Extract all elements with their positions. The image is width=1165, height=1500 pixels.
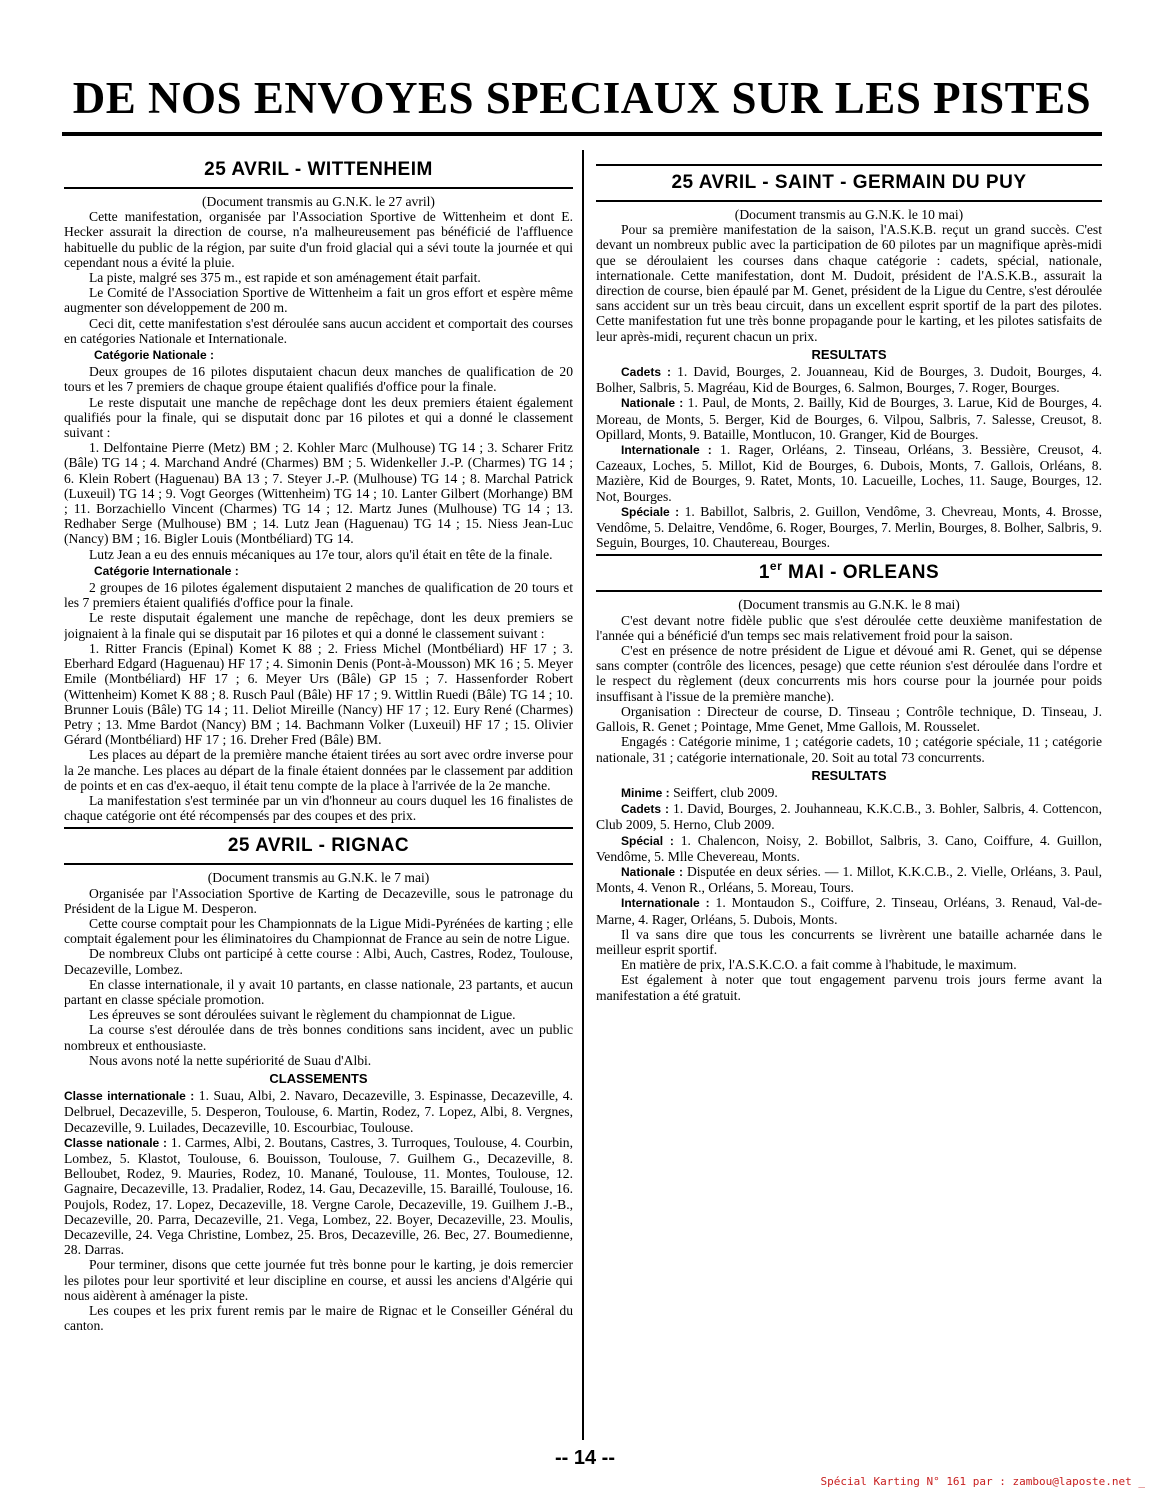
orleans-title <box>596 554 1102 592</box>
result-label: Spéciale : <box>621 504 680 519</box>
rignac-para-5: Les épreuves se sont déroulées suivant le règlement du championnat de Ligue. <box>89 1007 516 1023</box>
wittenheim-title: 25 AVRIL - WITTENHEIM <box>64 153 573 189</box>
rignac-para-1: Organisée par l'Association Sportive de Karting de Decazeville, sous le patronage du Président de la Ligue M. Desperon. <box>64 885 573 916</box>
wittenheim-internationale-2: Le reste disputait également une manche de repêchage, dont les deux premiers se joignaient à la finale qui se disputait par 16 pilotes et qui a donné le classement suivant : <box>64 610 573 641</box>
rignac-para-4: En classe internationale, il y avait 10 partants, en classe nationale, 23 partants, et aucun partant en classe spéciale promotion. <box>64 976 573 1007</box>
rignac-para-2: Cette course comptait pour les Championnats de la Ligue Midi-Pyrénées de karting ; elle comptait également pour les éliminatoires du Championnat de France au sein de notre Ligue. <box>64 915 573 947</box>
rignac-para-6: La course s'est déroulée dans de très bonnes conditions sans incident, avec un public nombreux et enthousiaste. <box>64 1022 573 1053</box>
wittenheim-nationale-2: Le reste disputait une manche de repêchage dont les deux premiers étaient également qualifiés pour la finale, qui se disputait donc par 16 pilotes et qui a donné le classement suivant : <box>64 394 573 441</box>
result-text: 1. Paul, de Monts, 2. Bailly, Kid de Bourges, 3. Larue, Kid de Bourges, 4. Moreau, de Monts, 5. Berger, Kid de Bourges, 6. Vilpou, Salbris, 7. Salesse, Creusot, 8. Opillard, Monts, 9. Bataille, Montlucon, 10. Granger, Kid de Bourges. <box>596 395 1102 442</box>
result-label: Nationale : <box>621 396 684 411</box>
rignac-internationale-text: 1. Suau, Albi, 2. Navaro, Decazeville, 3. Espinasse, Decazeville, 4. Delbruel, Decazeville, 5. Desperon, Toulouse, 6. Martin, Rodez, 7. Lopez, Albi, 8. Vergnes, Decazeville, 9. Luilades, Decazeville, 10. Escourbiac, Toulouse. <box>64 1088 573 1135</box>
saint-germain-result-cadets <box>596 364 1102 395</box>
result-text: Disputée en deux séries. — 1. Millot, K.K.C.B., 2. Vielle, Orléans, 3. Paul, Monts, 4. Venon R., Orléans, 5. Moreau, Tours. <box>596 863 1102 896</box>
result-text: Seiffert, club 2009. <box>673 784 778 800</box>
orleans-result-special <box>596 833 1102 864</box>
rignac-classements-heading: CLASSEMENTS <box>269 1070 368 1086</box>
wittenheim-nationale-results: 1. Delfontaine Pierre (Metz) BM ; 2. Kohler Marc (Mulhouse) TG 14 ; 3. Scharer Fritz (Bâle) TG 14 ; 4. Marchand André (Charmes) BM ; 5. Widenkeller J.-P. (Charmes) TG 14 ; 6. Klein Robert (Haguenau) BA 13 ; 7. Steyer J.-P. (Mulhouse) TG 14 ; 8. Marchal Patrick (Luxeuil) TG 14 ; 9. Vogt Georges (Wittenheim) TG 14 ; 10. Lanter Gilbert (Morhange) BM ; 11. Borzachiello Vincent (Charmes) TG 14 ; 12. Martz Junes (Mulhouse) TG 14 ; 13. Redhaber Serge (Mulhouse) BM ; 14. Lutz Jean (Haguenau) TG 14 ; 15. Niess Jean-Luc (Nancy) BM ; 16. Bigler Louis (Montbéliard) TG 14. <box>64 440 573 547</box>
wittenheim-internationale-heading: Catégorie Internationale : <box>94 563 239 578</box>
rignac-source: (Document transmis au G.N.K. le 7 mai) <box>207 870 430 886</box>
saint-germain-title: 25 AVRIL - SAINT - GERMAIN DU PUY <box>596 164 1102 202</box>
wittenheim-internationale-1: 2 groupes de 16 pilotes également disputaient 2 manches de qualification de 20 tours et les 7 premiers étaient qualifiés d'office pour la finale. <box>64 580 573 611</box>
result-text: 1. David, Bourges, 2. Jouanneau, Kid de Bourges, 3. Dudoit, Bourges, 4. Bolher, Salbris, 5. Magréau, Kid de Bourges, 6. Salmon, Bourges, 7. Roger, Bourges. <box>596 364 1102 396</box>
orleans-result-cadets <box>596 801 1102 832</box>
saint-germain-intro: Pour sa première manifestation de la saison, l'A.S.K.B. reçut un grand succès. C'est devant un nombreux public avec la participation de 60 pilotes par un magnifique après-midi que se déroulaient les courses dans chaque catégorie : cadets, spécial, nationale, internationale. Cette manifestation, dont M. Dudoit, président de l'A.S.K.B., assurait la direction de course, bien épaulé par M. Genet, président de la Ligue du Centre, s'est déroulée sans accident sur un très beau circuit, dans un excellent esprit sportif de la part des pilotes. Cette manifestation fut une très bonne propagande pour le karting, et les pilotes satisfaits de leur après-midi, reçurent chacun un prix. <box>596 222 1102 344</box>
orleans-closing-1: Il va sans dire que tous les concurrents se livrèrent une bataille acharnée dans le meilleur esprit sportif. <box>596 926 1102 957</box>
orleans-closing-2: En matière de prix, l'A.S.K.C.O. a fait comme à l'habitude, le maximum. <box>621 957 1017 973</box>
orleans-closing-3: Est également à noter que tout engagement parvenu trois jours ferme avant la manifestation a été gratuit. <box>596 972 1102 1003</box>
orleans-para-2: C'est en présence de notre président de Ligue et dévoué ami R. Genet, qui se dépense sans compter (contrôle des licences, pesage) que cette réunion s'est déroulée dans l'ordre et le respect du règlement (deux concurrents mis hors course pour la journée pour poids insuffisant à l'issue de la première manche). <box>596 643 1102 704</box>
wittenheim-intro-3: Le Comité de l'Association Sportive de Wittenheim a fait un gros effort et espère même augmenter son développement de 200 m. <box>64 285 573 316</box>
saint-germain-source: (Document transmis au G.N.K. le 10 mai) <box>734 207 964 222</box>
orleans-para-3: Organisation : Directeur de course, D. Tinseau ; Contrôle technique, D. Tinseau, J. Gallois, R. Genet ; Pointage, Mme Genet, Mme Gallois, M. Rousselet. <box>596 703 1102 735</box>
saint-germain-result-internationale <box>596 442 1102 504</box>
result-text: 1. Chalencon, Noisy, 2. Bobillot, Salbris, 3. Cano, Coiffure, 4. Guillon, Vendôme, 5. Mlle Chevereau, Monts. <box>596 832 1102 864</box>
wittenheim-nationale-heading: Catégorie Nationale : <box>94 348 215 363</box>
wittenheim-internationale-4: Les places au départ de la première manche étaient tirées au sort avec ordre inverse pour la 2e manche. Les places au départ de la finale étaient données par le classement par addition de points et en cas d'ex-aequo, il était tenu compte de la place à l'arrivée de la 2e manche. <box>64 747 573 793</box>
result-text: 1. David, Bourges, 2. Jouhanneau, K.K.C.B., 3. Bohler, Salbris, 4. Cottencon, Club 2009, 5. Herno, Club 2009. <box>596 801 1102 833</box>
result-label: Nationale : <box>621 864 683 879</box>
result-text: 1. Babillot, Salbris, 2. Guillon, Vendôme, 3. Chevreau, Monts, 4. Brosse, Vendôme, 5. Delaitre, Vendôme, 6. Roger, Bourges, 7. Merlin, Bourges, 8. Bolher, Salbris, 9. Seguin, Bourges, 10. Chautereau, Bourges. <box>596 503 1102 551</box>
result-text: 1. Montaudon S., Coiffure, 2. Tinseau, Orléans, 3. Renaud, Val-de-Marne, 4. Rager, Orléans, 5. Dubois, Monts. <box>596 895 1102 927</box>
footer-credit: Spécial Karting N° 161 par : zambou@laposte.net _ <box>820 1475 1145 1488</box>
column-divider <box>582 150 584 1440</box>
rignac-nationale <box>64 1135 573 1258</box>
left-column <box>64 153 573 1333</box>
result-text: 1. Rager, Orléans, 2. Tinseau, Orléans, 3. Bessière, Creusot, 4. Cazeaux, Loches, 5. Millot, Kid de Bourges, 6. Dubois, Monts, 7. Gallois, Orléans, 8. Mazière, Kid de Bourges, 9. Ratet, Monts, 10. Lacueille, Loches, 11. Sauge, Bourges, 12. Not, Bourges. <box>596 442 1102 504</box>
result-label: Cadets : <box>621 802 669 817</box>
result-label: Internationale : <box>621 896 710 911</box>
result-label: Cadets : <box>621 365 672 380</box>
orleans-results-heading: RESULTATS <box>811 767 887 783</box>
wittenheim-intro-4: Ceci dit, cette manifestation s'est déroulée sans aucun accident et comportait des courses en catégories Nationale et Internationale. <box>64 315 573 346</box>
wittenheim-nationale-4: Lutz Jean a eu des ennuis mécaniques au 17e tour, alors qu'il était en tête de la finale. <box>89 546 553 562</box>
rignac-para-7: Nous avons noté la nette supériorité de Suau d'Albi. <box>89 1052 372 1068</box>
rignac-closing-2: Les coupes et les prix furent remis par le maire de Rignac et le Conseiller Général du canton. <box>64 1303 573 1334</box>
right-column <box>596 160 1102 1003</box>
saint-germain-result-nationale <box>596 395 1102 442</box>
page-masthead: DE NOS ENVOYES SPECIAUX SUR LES PISTES <box>72 73 1092 123</box>
result-label: Minime : <box>621 785 670 800</box>
orleans-result-nationale <box>596 864 1102 895</box>
result-label: Spécial : <box>621 833 674 848</box>
masthead-rule <box>62 132 1102 136</box>
orleans-para-4: Engagés : Catégorie minime, 1 ; catégorie cadets, 10 ; catégorie spéciale, 11 ; catégorie nationale, 31 ; catégorie internationale, 20. Soit au total 73 concurrents. <box>596 734 1102 765</box>
orleans-result-internationale <box>596 895 1102 926</box>
orleans-title-text: MAI - ORLEANS <box>782 562 940 584</box>
orleans-para-1: C'est devant notre fidèle public que s'est déroulée cette deuxième manifestation de l'année qui a bénéficié d'un temps sec mais relativement froid pour la saison. <box>596 612 1102 643</box>
rignac-title: 25 AVRIL - RIGNAC <box>64 827 573 865</box>
orleans-source: (Document transmis au G.N.K. le 8 mai) <box>738 597 960 613</box>
page-number: -- 14 -- <box>555 1447 615 1469</box>
orleans-result-minime <box>596 785 1102 801</box>
orleans-title-sup: er <box>769 559 783 574</box>
rignac-closing-1: Pour terminer, disons que cette journée fut très bonne pour le karting, je dois remercier les pilotes pour leur sportivité et leur discipline en course, et aussi les anciens d'Algérie qui nous aidèrent à aménager la piste. <box>64 1257 573 1303</box>
saint-germain-result-speciale <box>596 504 1102 551</box>
rignac-para-3: De nombreux Clubs ont participé à cette course : Albi, Auch, Castres, Rodez, Toulouse, Decazeville, Lombez. <box>64 946 573 977</box>
wittenheim-intro-1: Cette manifestation, organisée par l'Association Sportive de Wittenheim et dont E. Hecker assurait la direction de course, n'a malheureusement pas bénéficié de l'affluence habituelle du public de la région, par suite d'un froid glacial qui a sévi toute la journée et qui cependant nous a évité la pluie. <box>64 209 573 270</box>
wittenheim-internationale-5: La manifestation s'est terminée par un vin d'honneur au cours duquel les 16 finalistes de chaque catégorie ont été récompensés par des coupes et des prix. <box>64 792 573 824</box>
rignac-nationale-label: Classe nationale : <box>64 1135 168 1150</box>
wittenheim-intro-2: La piste, malgré ses 375 m., est rapide et son aménagement était parfait. <box>89 270 481 286</box>
rignac-internationale <box>64 1088 573 1135</box>
wittenheim-nationale-1: Deux groupes de 16 pilotes disputaient chacun deux manches de qualification de 20 tours et les 7 premiers de chaque groupe étaient qualifiés d'office pour la finale. <box>64 364 573 395</box>
rignac-nationale-text: 1. Carmes, Albi, 2. Boutans, Castres, 3. Turroques, Toulouse, 4. Courbin, Lombez, 5. Klastot, Toulouse, 6. Bouisson, Toulouse, 7. Guilhem G., Decazeville, 8. Belloubet, Rodez, 9. Mauries, Rodez, 10. Manané, Toulouse, 11. Montes, Toulouse, 12. Gagnaire, Decazeville, 13. Pradalier, Rodez, 14. Gau, Decazeville, 15. Baraillé, Toulouse, 16. Poujols, Rodez, 17. Lopez, Decazeville, 18. Vergne Carole, Decazeville, 19. Guilhem J.-B., Decazeville, 20. Parra, Decazeville, 21. Vega, Lombez, 22. Boyer, Decazeville, 23. Moulis, Decazeville, 24. Vega Christine, Lombez, 25. Bros, Decazeville, 26. Bec, 27. Boumedienne, 28. Darras. <box>64 1134 573 1258</box>
wittenheim-source: (Document transmis au G.N.K. le 27 avril) <box>202 194 435 209</box>
result-label: Internationale : <box>621 443 712 458</box>
saint-germain-results-heading: RESULTATS <box>811 346 887 362</box>
wittenheim-internationale-results: 1. Ritter Francis (Epinal) Komet K 88 ; 2. Friess Michel (Montbéliard) HF 17 ; 3. Eberhard Edgard (Haguenau) HF 17 ; 4. Simonin Denis (Pont-à-Mousson) MK 16 ; 5. Meyer Emile (Montbéliard) HF 17 ; 6. Meyer Urs (Bâle) GP 15 ; 7. Hassenforder Robert (Wittenheim) Komet K 88 ; 8. Rusch Paul (Bâle) HF 17 ; 9. Wittlin Ruedi (Bâle) TG 14 ; 10. Brunner Louis (Bâle) TG 14 ; 11. Deliot Mireille (Nancy) HF 17 ; 12. Eury René (Charmes) Petry ; 13. Mme Bardot (Nancy) BM ; 14. Bachmann Volker (Luxeuil) HF 17 ; 15. Olivier Gérard (Montbéliard) HF 17 ; 16. Dreher Fred (Bâle) BM. <box>64 640 573 748</box>
rignac-internationale-label: Classe internationale : <box>64 1089 195 1104</box>
orleans-title-number: 1 <box>758 562 770 584</box>
